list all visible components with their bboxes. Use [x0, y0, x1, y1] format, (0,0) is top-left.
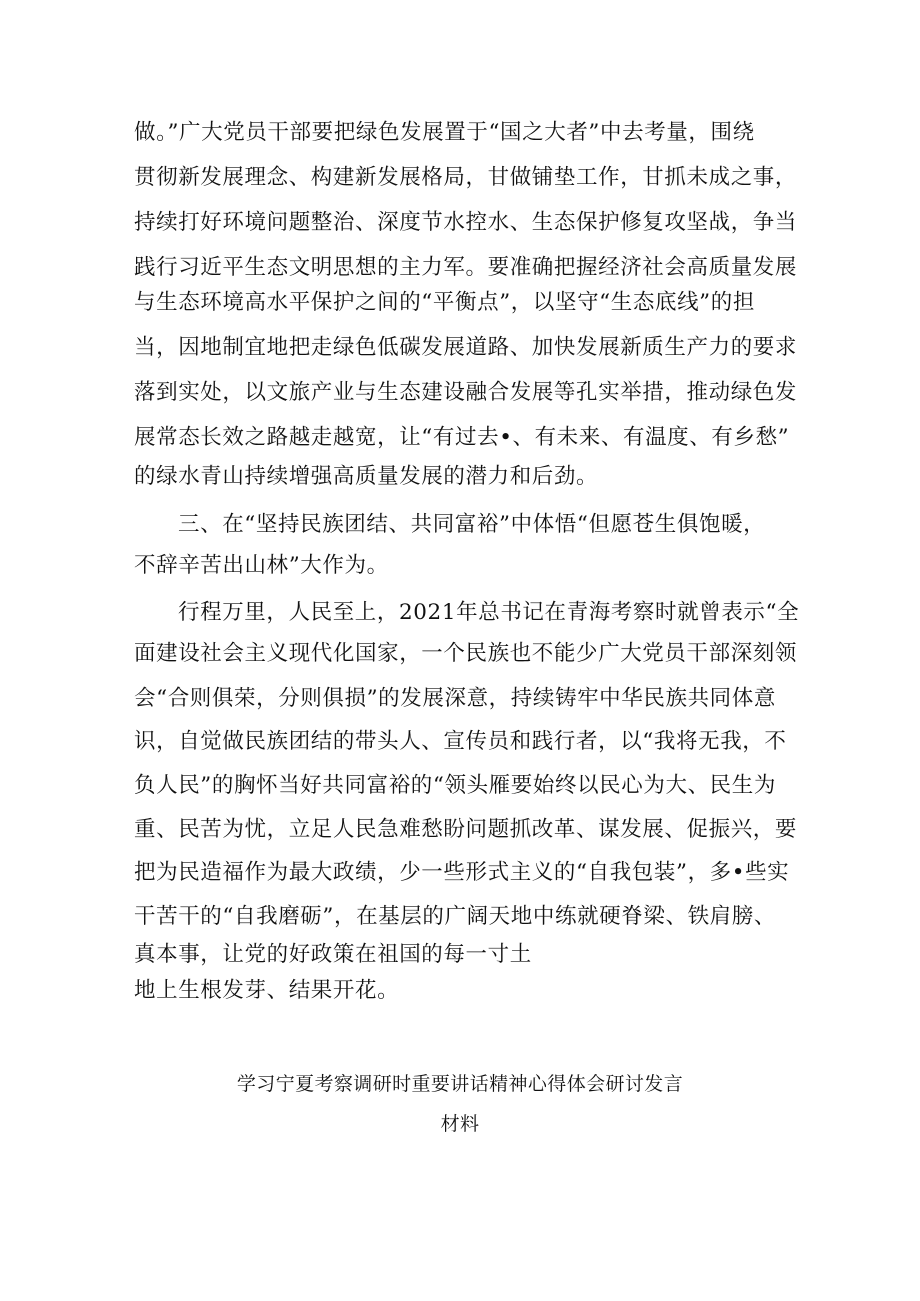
body-line: 真本事，让党的好政策在祖国的每一寸土 — [134, 942, 532, 967]
body-line: 会“合则俱荣，分则俱损”的发展深意，持续铸牢中华民族共同体意 — [134, 686, 776, 711]
body-line: 的绿水青山持续增强高质量发展的潜力和后劲。 — [134, 464, 599, 489]
body-line: 展常态长效之路越走越宽，让“有过去•、有未来、有温度、有乡愁” — [134, 425, 790, 450]
body-line: 面建设社会主义现代化国家，一个民族也不能少广大党员干部深刻领 — [134, 641, 798, 666]
document-title: 学习宁夏考察调研时重要讲话精神心得体会研讨发言 — [236, 1073, 684, 1095]
section-heading-line: 三、在“坚持民族团结、共同富裕”中体悟“但愿苍生俱饱暖， — [178, 512, 766, 537]
body-line: 践行习近平生态文明思想的主力军。要准确把握经济社会高质量发展 — [134, 255, 798, 280]
body-line: 持续打好环境问题整治、深度节水控水、生态保护修复攻坚战，争当 — [134, 210, 798, 235]
body-line: 当，因地制宜地把走绿色低碳发展道路、加快发展新质生产力的要求 — [134, 335, 798, 360]
body-line: 贯彻新发展理念、构建新发展格局，甘做铺垫工作，甘抓未成之事， — [134, 165, 798, 190]
body-line: 干苦干的“自我磨砺”，在基层的广阔天地中练就硬脊梁、铁肩膀、 — [134, 904, 776, 929]
document-title-continued: 材料 — [440, 1113, 480, 1135]
body-line: 重、民苦为忧，立足人民急难愁盼问题抓改革、谋发展、促振兴，要 — [134, 817, 798, 842]
body-line: 识，自觉做民族团结的带头人、宣传员和践行者，以“我将无我，不 — [134, 729, 787, 754]
section-heading-line: 不辞辛苦出山林”大作为。 — [134, 553, 389, 578]
body-line: 做。”广大党员干部要把绿色发展置于“国之大者”中去考量，围绕 — [134, 120, 755, 145]
body-line: 地上生根发芽、结果开花。 — [134, 978, 400, 1003]
body-line: 负人民”的胸怀当好共同富裕的“领头雁要始终以民心为大、民生为 — [134, 773, 776, 798]
body-line: 把为民造福作为最大政绩，少一些形式主义的“自我包装”，多•些实 — [134, 860, 790, 885]
body-line: 行程万里，人民至上，2021年总书记在青海考察时就曾表示“全 — [178, 600, 800, 625]
body-line: 落到实处，以文旅产业与生态建设融合发展等孔实举措，推动绿色发 — [134, 380, 798, 405]
body-line: 与生态环境高水平保护之间的“平衡点”，以坚守“生态底线”的担 — [134, 290, 755, 315]
